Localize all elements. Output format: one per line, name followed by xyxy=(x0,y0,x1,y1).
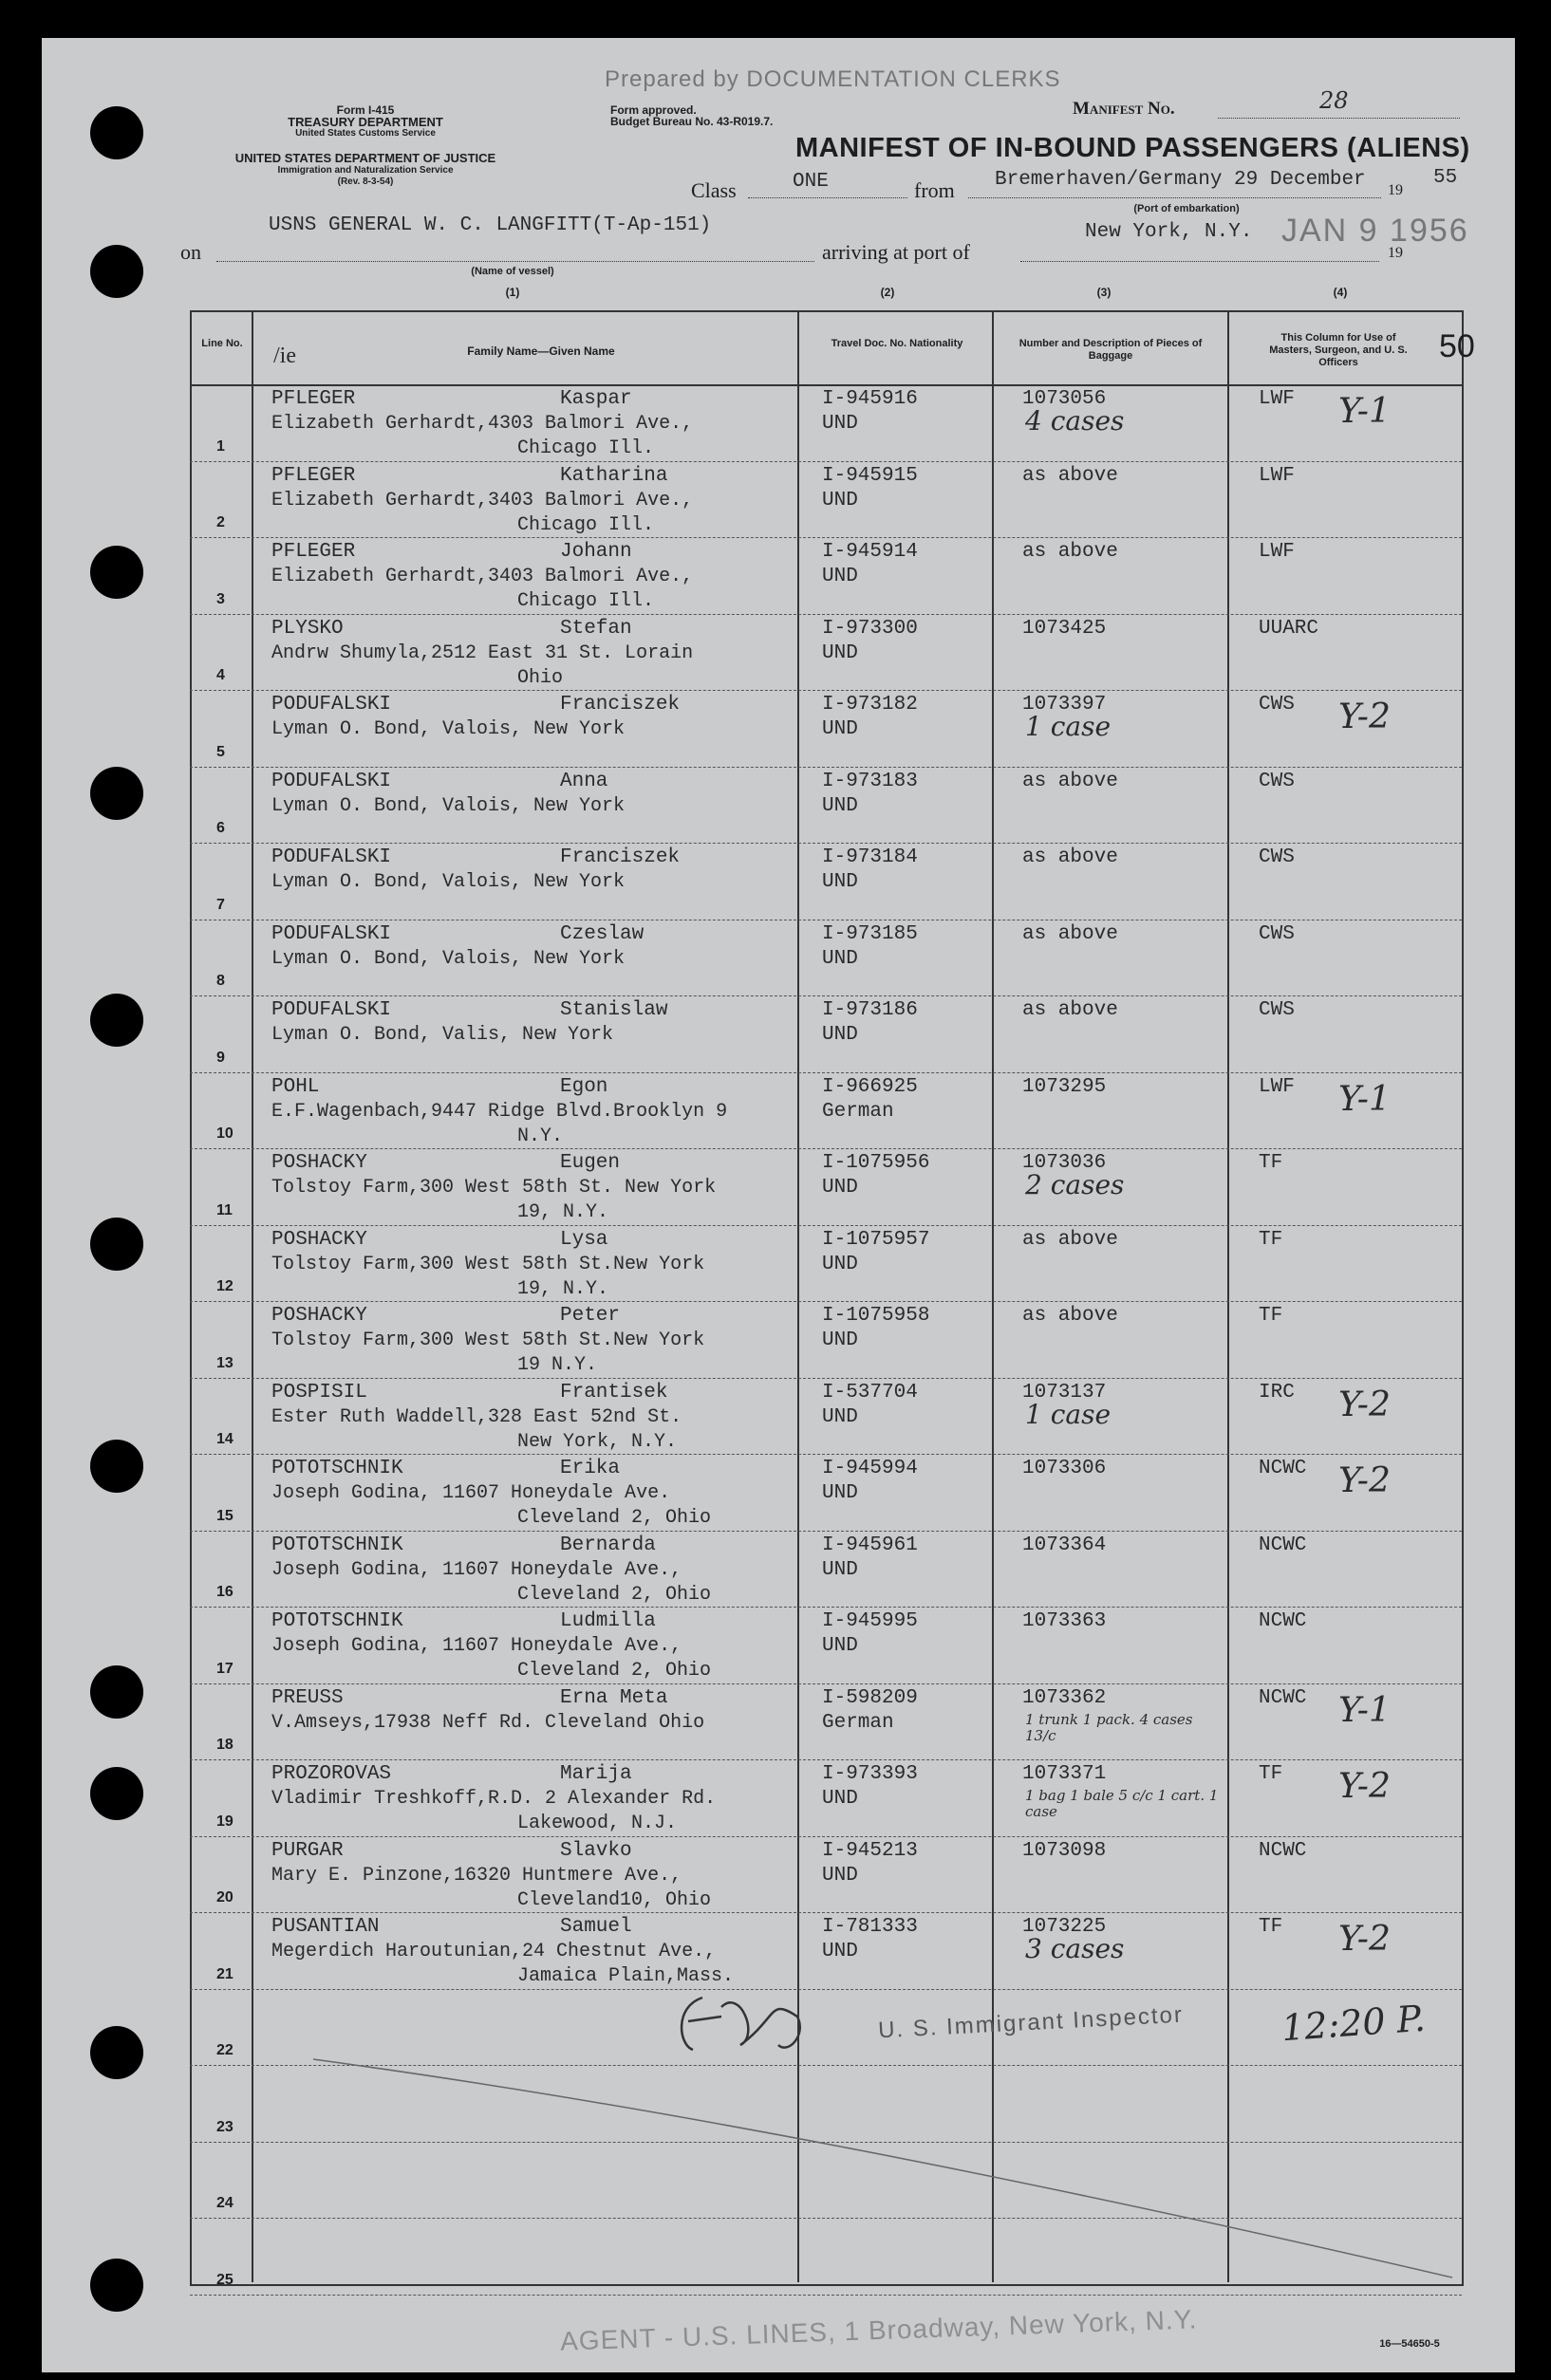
address-line-1: Elizabeth Gerhardt,4303 Balmori Ave., xyxy=(271,413,694,435)
address-line-1: E.F.Wagenbach,9447 Ridge Blvd.Brooklyn 9 xyxy=(271,1100,728,1123)
address-line-1: Elizabeth Gerhardt,3403 Balmori Ave., xyxy=(271,566,694,587)
travel-doc: I-945213 xyxy=(822,1839,918,1862)
line-number: 12 xyxy=(216,1278,234,1294)
nationality: UND xyxy=(822,1864,858,1887)
from-label: from xyxy=(914,178,955,202)
row-divider xyxy=(190,1836,1462,1837)
nationality: UND xyxy=(822,947,858,970)
class-value: ONE xyxy=(793,171,829,193)
row-divider xyxy=(190,537,1462,538)
given-name: Lysa xyxy=(560,1228,608,1251)
baggage-handwritten: 2 cases xyxy=(1025,1169,1125,1200)
form-code: 16—54650-5 xyxy=(1379,2338,1440,2350)
given-name: Slavko xyxy=(560,1839,632,1862)
travel-doc: I-945961 xyxy=(822,1534,918,1556)
travel-doc: I-945916 xyxy=(822,388,918,410)
baggage: as above xyxy=(1022,770,1118,792)
inspector-label: U. S. Immigrant Inspector xyxy=(877,2001,1185,2044)
baggage-handwritten: 1 case xyxy=(1025,1398,1112,1430)
year-suffix: 55 xyxy=(1433,167,1458,189)
address-line-2: Cleveland 2, Ohio xyxy=(517,1507,712,1529)
agency: TF xyxy=(1259,1763,1283,1785)
travel-doc: I-973393 xyxy=(822,1763,918,1785)
family-name: PFLEGER xyxy=(271,464,356,487)
travel-doc: I-973184 xyxy=(822,846,918,868)
nationality: UND xyxy=(822,641,858,664)
baggage: 1073295 xyxy=(1022,1075,1107,1098)
family-name: PODUFALSKI xyxy=(271,770,392,792)
nationality: German xyxy=(822,1100,894,1123)
row-divider xyxy=(190,1912,1462,1913)
row-divider xyxy=(190,767,1462,768)
col-header-travel-doc: Travel Doc. No. Nationality xyxy=(831,338,963,349)
col-header-officers: This Column for Use of Masters, Surgeon, and U. S. Officers xyxy=(1269,332,1408,368)
travel-doc: I-1075958 xyxy=(822,1305,930,1327)
travel-doc: I-945914 xyxy=(822,541,918,563)
nationality: UND xyxy=(822,1329,858,1351)
officer-mark: Y-2 xyxy=(1338,697,1391,736)
row-divider xyxy=(190,1531,1462,1532)
nationality: German xyxy=(822,1711,894,1734)
travel-doc: I-537704 xyxy=(822,1381,918,1404)
row-divider xyxy=(190,1072,1462,1073)
travel-doc: I-1075957 xyxy=(822,1228,930,1251)
vessel-name: USNS GENERAL W. C. LANGFITT(T-Ap-151) xyxy=(269,214,712,236)
given-name: Kaspar xyxy=(560,388,632,410)
manifest-no-label: Manifest No. xyxy=(1073,99,1175,119)
binder-hole xyxy=(90,1665,143,1719)
line-number: 21 xyxy=(216,1965,234,1982)
binder-hole xyxy=(90,994,143,1047)
agency: LWF xyxy=(1259,541,1295,563)
address-line-1: Mary E. Pinzone,16320 Huntmere Ave., xyxy=(271,1864,682,1887)
family-name: POSPISIL xyxy=(271,1381,367,1404)
travel-doc: I-973186 xyxy=(822,999,918,1021)
revision: (Rev. 8-3-54) xyxy=(337,177,394,187)
address-line-2: 19 N.Y. xyxy=(517,1354,598,1376)
baggage: 1073306 xyxy=(1022,1458,1107,1479)
arrival-date-stamp: JAN 9 1956 xyxy=(1281,213,1469,249)
nationality: UND xyxy=(822,413,858,435)
baggage-handwritten: 3 cases xyxy=(1025,1933,1125,1964)
line-number: 14 xyxy=(216,1431,234,1447)
nationality: UND xyxy=(822,1788,858,1810)
port-embarkation-label: (Port of embarkation) xyxy=(1133,203,1240,214)
line-number: 22 xyxy=(216,2042,234,2058)
family-name: PROZOROVAS xyxy=(271,1763,392,1785)
agency: TF xyxy=(1259,1152,1283,1174)
given-name: Erika xyxy=(560,1458,621,1479)
col-divider xyxy=(1227,310,1229,2282)
nationality: UND xyxy=(822,871,858,893)
cancel-line xyxy=(190,2040,1462,2287)
given-name: Egon xyxy=(560,1075,608,1098)
row-divider xyxy=(190,1454,1462,1455)
line-number: 3 xyxy=(216,590,225,607)
baggage: 1073371 xyxy=(1022,1763,1107,1785)
line-number: 9 xyxy=(216,1049,225,1066)
page-number: 50 xyxy=(1439,328,1475,364)
given-name: Bernarda xyxy=(560,1534,656,1556)
officer-mark: Y-1 xyxy=(1338,392,1391,431)
given-name: Franciszek xyxy=(560,846,681,868)
family-name: POTOTSCHNIK xyxy=(271,1610,403,1632)
baggage: 1073036 xyxy=(1022,1152,1107,1174)
line-number: 7 xyxy=(216,896,225,913)
address-line-2: Chicago Ill. xyxy=(517,590,655,612)
address-line-2: 19, N.Y. xyxy=(517,1277,609,1300)
officer-mark: Y-2 xyxy=(1338,1461,1391,1500)
family-name: PLYSKO xyxy=(271,617,344,640)
on-label: on xyxy=(180,240,201,264)
baggage: 1073137 xyxy=(1022,1381,1107,1404)
treasury-dept: TREASURY DEPARTMENT xyxy=(288,115,443,129)
address-line-1: Tolstoy Farm,300 West 58th St. New York xyxy=(271,1177,717,1199)
officer-mark: Y-1 xyxy=(1338,1079,1391,1119)
line-number: 23 xyxy=(216,2118,234,2135)
col-header-name: Family Name—Given Name xyxy=(467,344,615,358)
given-name: Peter xyxy=(560,1305,621,1327)
agency: LWF xyxy=(1259,388,1295,410)
address-line-2: Ohio xyxy=(517,666,564,689)
agency: NCWC xyxy=(1259,1839,1307,1862)
agency: LWF xyxy=(1259,1075,1295,1098)
given-name: Johann xyxy=(560,541,632,563)
class-label: Class xyxy=(691,178,737,202)
travel-doc: I-945915 xyxy=(822,464,918,487)
col-header-prefix: /ie xyxy=(273,344,296,368)
year-prefix: 19 xyxy=(1388,182,1403,198)
nationality: UND xyxy=(822,566,858,587)
line-number: 5 xyxy=(216,743,225,760)
address-line-2: Chicago Ill. xyxy=(517,513,655,536)
agency: CWS xyxy=(1259,999,1295,1021)
line-number: 2 xyxy=(216,514,225,530)
family-name: PODUFALSKI xyxy=(271,999,392,1021)
baggage: as above xyxy=(1022,922,1118,945)
travel-doc: I-973183 xyxy=(822,770,918,792)
baggage: 1073362 xyxy=(1022,1686,1107,1709)
travel-doc: I-966925 xyxy=(822,1075,918,1098)
nationality: UND xyxy=(822,1482,858,1504)
agency: NCWC xyxy=(1259,1458,1307,1479)
family-name: PODUFALSKI xyxy=(271,922,392,945)
line-number: 18 xyxy=(216,1737,234,1753)
baggage-handwritten: 4 cases xyxy=(1025,405,1125,437)
line-number: 6 xyxy=(216,820,225,836)
travel-doc: I-973182 xyxy=(822,694,918,716)
baggage: as above xyxy=(1022,1305,1118,1327)
manifest-no-line xyxy=(1218,118,1460,119)
given-name: Anna xyxy=(560,770,608,792)
agency: UUARC xyxy=(1259,617,1319,640)
row-divider xyxy=(190,1148,1462,1149)
address-line-1: Tolstoy Farm,300 West 58th St.New York xyxy=(271,1329,705,1351)
officer-mark: Y-1 xyxy=(1338,1690,1391,1730)
binder-hole xyxy=(90,1440,143,1493)
row-divider xyxy=(190,614,1462,615)
address-line-2: Lakewood, N.J. xyxy=(517,1813,678,1834)
vessel-label: (Name of vessel) xyxy=(471,266,554,277)
address-line-1: Lyman O. Bond, Valois, New York xyxy=(271,718,626,740)
address-line-1: Lyman O. Bond, Valis, New York xyxy=(271,1024,614,1046)
baggage: 1073098 xyxy=(1022,1839,1107,1862)
baggage: 1073397 xyxy=(1022,694,1107,716)
agency: TF xyxy=(1259,1305,1283,1327)
inspector-time: 12:20 P. xyxy=(1280,1997,1427,2050)
nationality: UND xyxy=(822,1177,858,1199)
given-name: Franciszek xyxy=(560,694,681,716)
binder-hole xyxy=(90,1218,143,1271)
col-number-2: (2) xyxy=(880,286,895,299)
baggage-handwritten: 1 case xyxy=(1025,711,1112,742)
family-name: PFLEGER xyxy=(271,388,356,410)
from-line xyxy=(968,197,1381,198)
customs-service: United States Customs Service xyxy=(295,128,436,139)
row-divider xyxy=(190,1225,1462,1226)
baggage: 1073364 xyxy=(1022,1534,1107,1556)
travel-doc: I-945994 xyxy=(822,1458,918,1479)
line-number: 10 xyxy=(216,1125,234,1142)
binder-hole xyxy=(90,245,143,298)
family-name: POTOTSCHNIK xyxy=(271,1458,403,1479)
from-value: Bremerhaven/Germany 29 December xyxy=(995,169,1366,191)
class-line xyxy=(748,197,907,198)
row-divider xyxy=(190,690,1462,691)
address-line-2: N.Y. xyxy=(517,1125,564,1147)
travel-doc: I-781333 xyxy=(822,1916,918,1938)
binder-hole xyxy=(90,1767,143,1820)
agency: CWS xyxy=(1259,922,1295,945)
arrival-line xyxy=(1020,261,1379,262)
address-line-1: Ester Ruth Waddell,328 East 52nd St. xyxy=(271,1405,682,1428)
address-line-2: Cleveland 2, Ohio xyxy=(517,1583,712,1606)
address-line-1: V.Amseys,17938 Neff Rd. Cleveland Ohio xyxy=(271,1711,705,1734)
given-name: Eugen xyxy=(560,1152,621,1174)
line-number: 4 xyxy=(216,667,225,683)
col-number-3: (3) xyxy=(1096,286,1112,299)
agency: TF xyxy=(1259,1228,1283,1251)
row-divider xyxy=(190,2295,1462,2296)
baggage: 1073225 xyxy=(1022,1916,1107,1938)
binder-hole xyxy=(90,106,143,159)
budget-bureau: Budget Bureau No. 43-R019.7. xyxy=(610,115,774,128)
nationality: UND xyxy=(822,1405,858,1428)
family-name: POSHACKY xyxy=(271,1305,367,1327)
col-number-1: (1) xyxy=(505,286,520,299)
row-divider xyxy=(190,1683,1462,1684)
baggage: 1073056 xyxy=(1022,388,1107,410)
nationality: UND xyxy=(822,489,858,511)
line-number: 15 xyxy=(216,1507,234,1524)
travel-doc: I-973300 xyxy=(822,617,918,640)
address-line-1: Tolstoy Farm,300 West 58th St.New York xyxy=(271,1253,705,1275)
form-number: Form I-415 xyxy=(336,103,395,117)
line-number: 24 xyxy=(216,2195,234,2211)
baggage: 1073363 xyxy=(1022,1610,1107,1632)
binder-hole xyxy=(90,546,143,599)
binder-hole xyxy=(90,2026,143,2079)
vessel-line xyxy=(216,261,814,262)
baggage: as above xyxy=(1022,541,1118,563)
row-divider xyxy=(190,843,1462,844)
binder-hole xyxy=(90,767,143,820)
address-line-2: Cleveland 2, Ohio xyxy=(517,1660,712,1682)
baggage: as above xyxy=(1022,999,1118,1021)
line-number: 17 xyxy=(216,1660,234,1677)
address-line-1: Vladimir Treshkoff,R.D. 2 Alexander Rd. xyxy=(271,1788,717,1810)
given-name: Stanislaw xyxy=(560,999,668,1021)
agency: CWS xyxy=(1259,846,1295,868)
family-name: PODUFALSKI xyxy=(271,846,392,868)
address-line-1: Joseph Godina, 11607 Honeydale Ave. xyxy=(271,1482,671,1504)
address-line-1: Andrw Shumyla,2512 East 31 St. Lorain xyxy=(271,641,694,664)
arriving-label: arriving at port of xyxy=(822,240,970,264)
address-line-2: 19, N.Y. xyxy=(517,1201,609,1223)
baggage: as above xyxy=(1022,1228,1118,1251)
agency: CWS xyxy=(1259,770,1295,792)
officer-mark: Y-2 xyxy=(1338,1920,1391,1959)
family-name: POTOTSCHNIK xyxy=(271,1534,403,1556)
col-number-4: (4) xyxy=(1333,286,1348,299)
line-number: 19 xyxy=(216,1813,234,1830)
row-divider xyxy=(190,461,1462,462)
family-name: PUSANTIAN xyxy=(271,1916,380,1938)
justice-dept: UNITED STATES DEPARTMENT OF JUSTICE xyxy=(234,151,496,165)
baggage: 1073425 xyxy=(1022,617,1107,640)
address-line-1: Elizabeth Gerhardt,3403 Balmori Ave., xyxy=(271,489,694,511)
manifest-title: MANIFEST OF IN-BOUND PASSENGERS (ALIENS) xyxy=(795,133,1470,163)
agency: NCWC xyxy=(1259,1534,1307,1556)
nationality: UND xyxy=(822,1024,858,1046)
row-divider xyxy=(190,1301,1462,1302)
line-number: 11 xyxy=(216,1201,233,1218)
travel-doc: I-973185 xyxy=(822,922,918,945)
family-name: POHL xyxy=(271,1075,320,1098)
nationality: UND xyxy=(822,718,858,740)
nationality: UND xyxy=(822,1558,858,1581)
line-number: 1 xyxy=(216,437,225,455)
nationality: UND xyxy=(822,794,858,817)
agency: CWS xyxy=(1259,694,1295,716)
row-divider xyxy=(190,1378,1462,1379)
col-divider xyxy=(252,310,253,2282)
family-name: PURGAR xyxy=(271,1839,344,1862)
agency: NCWC xyxy=(1259,1610,1307,1632)
family-name: POSHACKY xyxy=(271,1228,367,1251)
baggage: as above xyxy=(1022,846,1118,868)
arrival-port: New York, N.Y. xyxy=(1085,221,1253,243)
travel-doc: I-598209 xyxy=(822,1686,918,1709)
line-number: 8 xyxy=(216,973,225,989)
col-header-baggage: Number and Description of Pieces of Baggage xyxy=(1018,338,1203,362)
line-number: 20 xyxy=(216,1889,234,1906)
address-line-2: Chicago Ill. xyxy=(517,437,655,459)
agent-stamp: AGENT - U.S. LINES, 1 Broadway, New York, N.Y. xyxy=(559,2304,1198,2356)
address-line-1: Lyman O. Bond, Valois, New York xyxy=(271,947,626,970)
row-divider xyxy=(190,1607,1462,1608)
address-line-1: Lyman O. Bond, Valois, New York xyxy=(271,794,626,817)
line-number: 25 xyxy=(216,2271,234,2288)
family-name: PFLEGER xyxy=(271,541,356,563)
given-name: Ludmilla xyxy=(560,1610,656,1632)
given-name: Czeslaw xyxy=(560,922,645,945)
baggage-handwritten: 1 trunk 1 pack. 4 cases 13/c xyxy=(1025,1710,1193,1744)
row-divider xyxy=(190,995,1462,996)
given-name: Frantisek xyxy=(560,1381,668,1404)
given-name: Stefan xyxy=(560,617,632,640)
address-line-2: New York, N.Y. xyxy=(517,1430,678,1453)
manifest-no-value: 28 xyxy=(1319,87,1349,114)
family-name: POSHACKY xyxy=(271,1152,367,1174)
col-divider xyxy=(992,310,994,2282)
baggage: as above xyxy=(1022,464,1118,487)
travel-doc: I-945995 xyxy=(822,1610,918,1632)
family-name: PODUFALSKI xyxy=(271,694,392,716)
nationality: UND xyxy=(822,1941,858,1962)
col-header-line-no: Line No. xyxy=(201,338,243,349)
officer-mark: Y-2 xyxy=(1338,1767,1391,1806)
arrival-year-prefix: 19 xyxy=(1388,245,1403,261)
binder-hole xyxy=(90,2259,143,2312)
nationality: UND xyxy=(822,1635,858,1657)
line-number: 16 xyxy=(216,1584,234,1600)
form-approved: Form approved. xyxy=(610,103,697,117)
agency: LWF xyxy=(1259,464,1295,487)
address-line-2: Jamaica Plain,Mass. xyxy=(517,1965,735,1987)
address-line-1: Megerdich Haroutunian,24 Chestnut Ave., xyxy=(271,1941,717,1962)
agency: TF xyxy=(1259,1916,1283,1938)
given-name: Samuel xyxy=(560,1916,632,1938)
address-line-1: Lyman O. Bond, Valois, New York xyxy=(271,871,626,893)
officer-mark: Y-2 xyxy=(1338,1385,1391,1424)
given-name: Katharina xyxy=(560,464,668,487)
prepared-stamp: Prepared by DOCUMENTATION CLERKS xyxy=(605,66,1061,92)
address-line-1: Joseph Godina, 11607 Honeydale Ave., xyxy=(271,1558,682,1581)
address-line-1: Joseph Godina, 11607 Honeydale Ave., xyxy=(271,1635,682,1657)
address-line-2: Cleveland10, Ohio xyxy=(517,1888,712,1911)
row-divider xyxy=(190,1759,1462,1760)
travel-doc: I-1075956 xyxy=(822,1152,930,1174)
ins-service: Immigration and Naturalization Service xyxy=(277,165,454,176)
agency: NCWC xyxy=(1259,1686,1307,1709)
baggage-handwritten: 1 bag 1 bale 5 c/c 1 cart. 1 case xyxy=(1025,1787,1219,1820)
given-name: Erna Meta xyxy=(560,1686,668,1709)
agency: IRC xyxy=(1259,1381,1295,1404)
line-number: 13 xyxy=(216,1354,234,1371)
family-name: PREUSS xyxy=(271,1686,344,1709)
nationality: UND xyxy=(822,1253,858,1275)
given-name: Marija xyxy=(560,1763,632,1785)
